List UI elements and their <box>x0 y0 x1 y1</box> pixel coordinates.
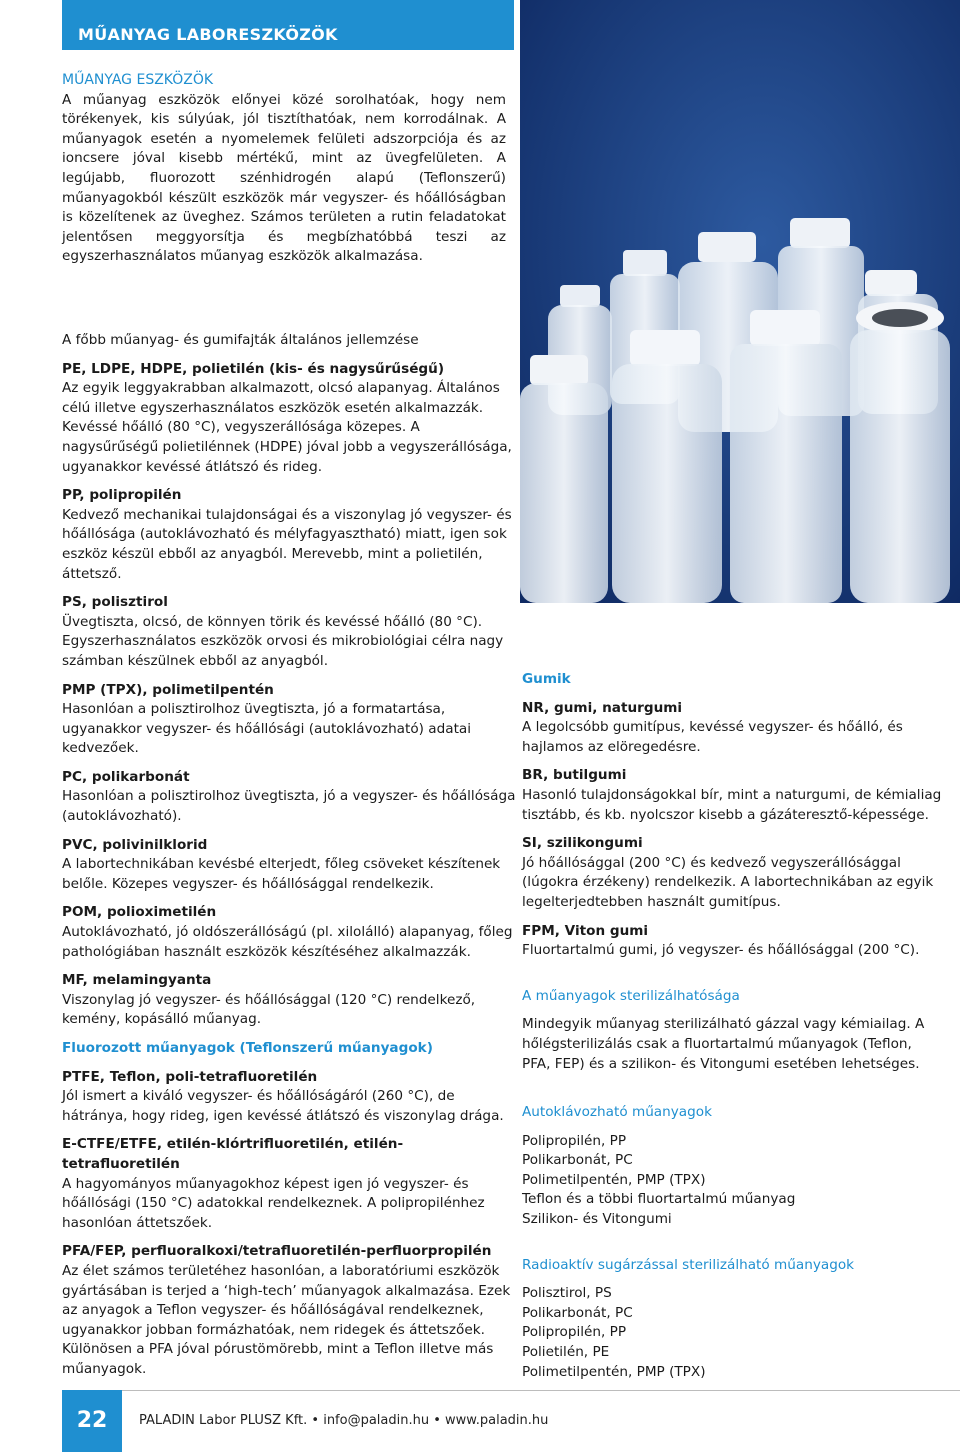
material-title-pvc: PVC, polivinilklorid <box>62 836 208 853</box>
radiation-heading: Radioaktív sugárzással sterilizálható műanyagok <box>522 1256 855 1273</box>
page-number: 22 <box>76 1408 108 1433</box>
autoclave-item: Polipropilén, PP <box>522 1132 627 1149</box>
materials-heading: A főbb műanyag- és gumifajták általános jellemzése <box>62 332 419 348</box>
radiation-item: Polietilén, PE <box>522 1344 610 1361</box>
material-title-pp: PP, polipropilén <box>62 487 182 504</box>
rubber-title-br: BR, butilgumi <box>522 767 627 784</box>
sterilization-text: Mindegyik műanyag sterilizálható gázzal vagy kémiailag. A hőlégsterilizálás csak a fluortartalmú műanyagok (Teflon, PFA, FEP) és a szilikon- és Vitongumi esetében lehetséges. <box>522 1016 925 1072</box>
page-number-box <box>62 1390 122 1452</box>
material-text-pp: Kedvező mechanikai tulajdonságai és a viszonylag jó vegyszer- és hőállósága (autoklávozható és mélyfagyasztható) miatt, igen sok eszköz készül ebből az anyagból. Merevebb, mint a polietilén, áttetsző. <box>62 506 512 582</box>
footer-company: PALADIN Labor PLUSZ Kft. • info@paladin.hu • www.paladin.hu <box>139 1413 549 1428</box>
radiation-item: Polisztirol, PS <box>522 1285 612 1302</box>
rubber-heading: Gumik <box>522 671 571 687</box>
radiation-item: Polimetilpentén, PMP (TPX) <box>522 1363 706 1380</box>
material-title-pe: PE, LDPE, HDPE, polietilén (kis- és nagysűrűségű) <box>62 360 445 377</box>
autoclave-item: Polimetilpentén, PMP (TPX) <box>522 1171 706 1188</box>
material-title-pc: PC, polikarbonát <box>62 768 190 785</box>
material-text-pom: Autoklávozható, jó oldószerállóságú (pl. xilolálló) alapanyag, főleg pathológiában használt eszközök készítéséhez alkalmazzák. <box>62 924 513 960</box>
rubber-text-nr: A legolcsóbb gumitípus, kevéssé vegyszer- és hőálló, és hajlamos az elöregedésre. <box>522 719 903 755</box>
material-text-pc: Hasonlóan a polisztirolhoz üvegtiszta, jó a vegyszer- és hőállósága (autoklávozható). <box>62 788 516 825</box>
material-text-ps: Üvegtiszta, olcsó, de könnyen törik és kevéssé hőálló (80 °C). Egyszerhasználatos eszközök orvosi és mikrobiológiai célra nagy számban készülnek ebből az anyagból. <box>62 613 504 669</box>
footer-divider <box>62 1390 960 1391</box>
materials-column <box>62 331 517 1380</box>
rubber-text-si: Jó hőállósággal (200 °C) és kedvező vegyszerállósággal (lúgokra érzékeny) rendelkezik. A labortechnikában az egyik legelterjedtebben használt gumitípus. <box>522 854 934 910</box>
intro-block <box>62 71 506 267</box>
intro-text: A műanyag eszközök előnyei közé sorolhatóak, hogy nem törékenyek, kis súlyúak, jól tisztíthatóak, nem korrodálnak. A műanyagok esetén a nyomelemek felületi adszorpciója és az ioncsere jóval kisebb mértékű, mint az üvegfelületen. A legújabb, fluorozott szénhidrogén alapú (Teflonszerű) műanyagokból készült eszközök már vegyszer- és hőállóságban is közelítenek az üveghez. Számos területen a rutin feladatokat jelentősen meggyorsítja és megbízhatóbbá teszi az egyszerhasználatos műanyag eszközök alkalmazása. <box>62 91 506 265</box>
autoclave-item: Szilikon- és Vitongumi <box>522 1211 672 1228</box>
autoclave-item: Teflon és a többi fluortartalmú műanyag <box>522 1191 796 1208</box>
rubber-text-br: Hasonló tulajdonságokkal bír, mint a naturgumi, de kémialiag tisztább, és kb. nyolcszor kisebb a gázáteresztő-képessége. <box>522 786 942 823</box>
bottles-photo <box>520 0 960 603</box>
rubber-text-fpm: Fluortartalmú gumi, jó vegyszer- és hőállósággal (200 °C). <box>522 942 920 959</box>
rubber-title-nr: NR, gumi, naturgumi <box>522 699 683 716</box>
rubber-column <box>522 670 942 1382</box>
autoclave-item: Polikarbonát, PC <box>522 1152 633 1169</box>
section-title: MŰANYAG LABORESZKÖZÖK <box>78 25 338 44</box>
radiation-item: Polipropilén, PP <box>522 1324 627 1341</box>
fluoro-title-pfa: PFA/FEP, perfluoralkoxi/tetrafluoretilén-perfluorpropilén <box>62 1243 492 1260</box>
rubber-title-si: SI, szilikongumi <box>522 835 643 852</box>
radiation-item: Polikarbonát, PC <box>522 1304 633 1321</box>
sterilization-heading: A műanyagok sterilizálhatósága <box>522 987 740 1004</box>
material-title-ps: PS, polisztirol <box>62 594 168 611</box>
material-title-pom: POM, polioximetilén <box>62 904 217 921</box>
material-title-mf: MF, melamingyanta <box>62 972 212 989</box>
fluoro-heading: Fluorozott műanyagok (Teflonszerű műanyagok) <box>62 1040 433 1056</box>
fluoro-title-ectfe: E-CTFE/ETFE, etilén-klórtrifluoretilén, etilén-tetrafluoretilén <box>62 1136 404 1172</box>
material-text-pvc: A labortechnikában kevésbé elterjedt, főleg csöveket készítenek belőle. Közepes vegyszer- és hőállósággal rendelkezik. <box>62 856 501 892</box>
rubber-title-fpm: FPM, Viton gumi <box>522 922 649 939</box>
material-text-mf: Viszonylag jó vegyszer- és hőállósággal (120 °C) rendelkező, kemény, kopásálló műanyag. <box>62 991 476 1028</box>
material-text-pmp: Hasonlóan a polisztirolhoz üvegtiszta, jó a formatartása, ugyanakkor vegyszer- és hőállósági (autoklávozható) adatai kedvezőek. <box>62 701 472 757</box>
section-header-bar <box>62 0 514 50</box>
bottles-illustration <box>520 0 960 603</box>
intro-title: MŰANYAG ESZKÖZÖK <box>62 72 214 88</box>
fluoro-text-pfa: Az élet számos területéhez hasonlóan, a laboratóriumi eszközök gyártásában is terjed a ‘high-tech’ műanyagok alkalmazása. Ezek az anyagok a Teflon vegyszer- és hőállóságával rendelkeznek, ugyanakkor jobban formázhatóak, nem ridegek és áttetszőek. Különösen a PFA jóval pórustömörebb, mint a Teflon illetve más műanyagok. <box>62 1262 511 1377</box>
material-title-pmp: PMP (TPX), polimetilpentén <box>62 681 274 698</box>
material-text-pe: Az egyik leggyakrabban alkalmazott, olcsó alapanyag. Általános célú illetve egyszerhasználatos eszközök esetén alkalmazzák. Kevéssé hőálló (80 °C), vegyszerállósága közepes. A nagysűrűségű polietilénnek (HDPE) jóval jobb a vegyszerállósága, ugyanakkor kevéssé átlátszó és rideg. <box>62 380 512 475</box>
fluoro-text-ectfe: A hagyományos műanyagokhoz képest igen jó vegyszer- és hőállósági (150 °C) adatokkal rendelkeznek. A polipropilénhez hasonlóan áttetszőek. <box>62 1175 485 1231</box>
fluoro-text-ptfe: Jól ismert a kiváló vegyszer- és hőállóságáról (260 °C), de hátránya, hogy rideg, igen kevéssé átlátszó és viszonylag drága. <box>62 1088 504 1124</box>
autoclave-heading: Autoklávozható műanyagok <box>522 1104 712 1121</box>
fluoro-title-ptfe: PTFE, Teflon, poli-tetrafluoretilén <box>62 1068 318 1085</box>
